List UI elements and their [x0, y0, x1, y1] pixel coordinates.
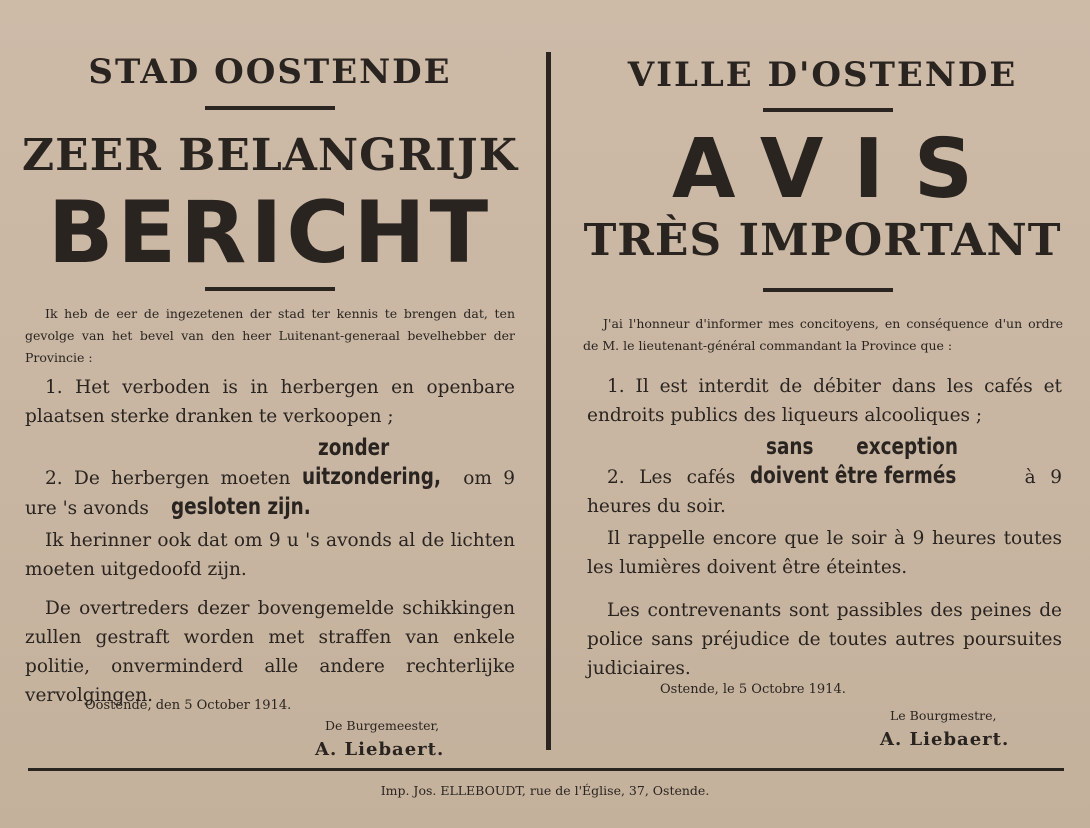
headline-tres-important: TRÈS IMPORTANT	[583, 215, 1062, 266]
item-1-french: 1. Il est interdit de débiter dans les cafés et endroits publics des liqueurs alcooliques ;	[587, 376, 1062, 426]
item-2-french	[587, 433, 1062, 521]
title-underline-dutch	[205, 106, 335, 110]
signer-name-dutch: A. Liebaert.	[315, 739, 445, 760]
item-2-pre-french: 2. Les cafés	[607, 467, 736, 488]
item-1-dutch: 1. Het verboden is in herbergen en openbare plaatsen sterke dranken te verkoopen ;	[25, 377, 515, 427]
date-dutch: Oostende, den 5 October 1914.	[85, 698, 292, 713]
footer-rule	[28, 768, 1064, 771]
headline-avis: AVIS	[672, 122, 1003, 217]
headline-underline-french	[763, 288, 893, 292]
date-french: Ostende, le 5 Octobre 1914.	[660, 682, 846, 697]
city-title-french: VILLE D'OSTENDE	[627, 55, 1018, 95]
reminder-french: Il rappelle encore que le soir à 9 heures toutes les lumières doivent être éteintes.	[587, 528, 1062, 578]
headline-underline-dutch	[205, 287, 335, 291]
headline-bericht: BERICHT	[47, 183, 493, 283]
body-french	[587, 372, 1062, 683]
city-title-dutch: STAD OOSTENDE	[88, 52, 452, 92]
item-2-post-french: à 9 heures du soir.	[587, 467, 1062, 517]
item-2-emph-2-dutch: gesloten zijn.	[170, 494, 311, 520]
signer-title-french: Le Bourgmestre,	[890, 708, 997, 723]
item-2-mid-dutch: om 9 ure 's avonds	[25, 468, 515, 519]
item-2-pre-dutch: 2. De herbergen moeten	[45, 468, 291, 489]
penalty-french: Les contrevenants sont passibles des peines de police sans préjudice de toutes autres poursuites judiciaires.	[587, 600, 1062, 679]
signer-name-french: A. Liebaert.	[880, 729, 1010, 750]
headline-zeer-belangrijk: ZEER BELANGRIJK	[22, 130, 518, 181]
intro-dutch: Ik heb de eer de ingezetenen der stad ter kennis te brengen dat, ten gevolge van het bevel van den heer Luitenant-generaal bevelhebber der Provincie :	[25, 306, 515, 365]
item-2-dutch	[25, 434, 515, 523]
signer-title-dutch: De Burgemeester,	[325, 718, 440, 733]
intro-french: J'ai l'honneur d'informer mes concitoyens, en conséquence d'un ordre de M. le lieutenant-général commandant la Province que :	[583, 316, 1063, 353]
column-divider	[546, 52, 551, 750]
body-dutch	[25, 373, 515, 710]
item-2-emph-1-dutch: zonder uitzondering,	[301, 435, 441, 490]
reminder-dutch: Ik herinner ook dat om 9 u 's avonds al de lichten moeten uitgedoofd zijn.	[25, 530, 515, 580]
title-underline-french	[763, 108, 893, 112]
item-2-emph-french: sans exception doivent être fermés	[749, 434, 958, 489]
printer-imprint: Imp. Jos. ELLEBOUDT, rue de l'Église, 37, Ostende.	[380, 783, 710, 798]
penalty-dutch: De overtreders dezer bovengemelde schikkingen zullen gestraft worden met straffen van enkele politie, onverminderd alle andere rechterlijke vervolgingen.	[25, 598, 515, 706]
